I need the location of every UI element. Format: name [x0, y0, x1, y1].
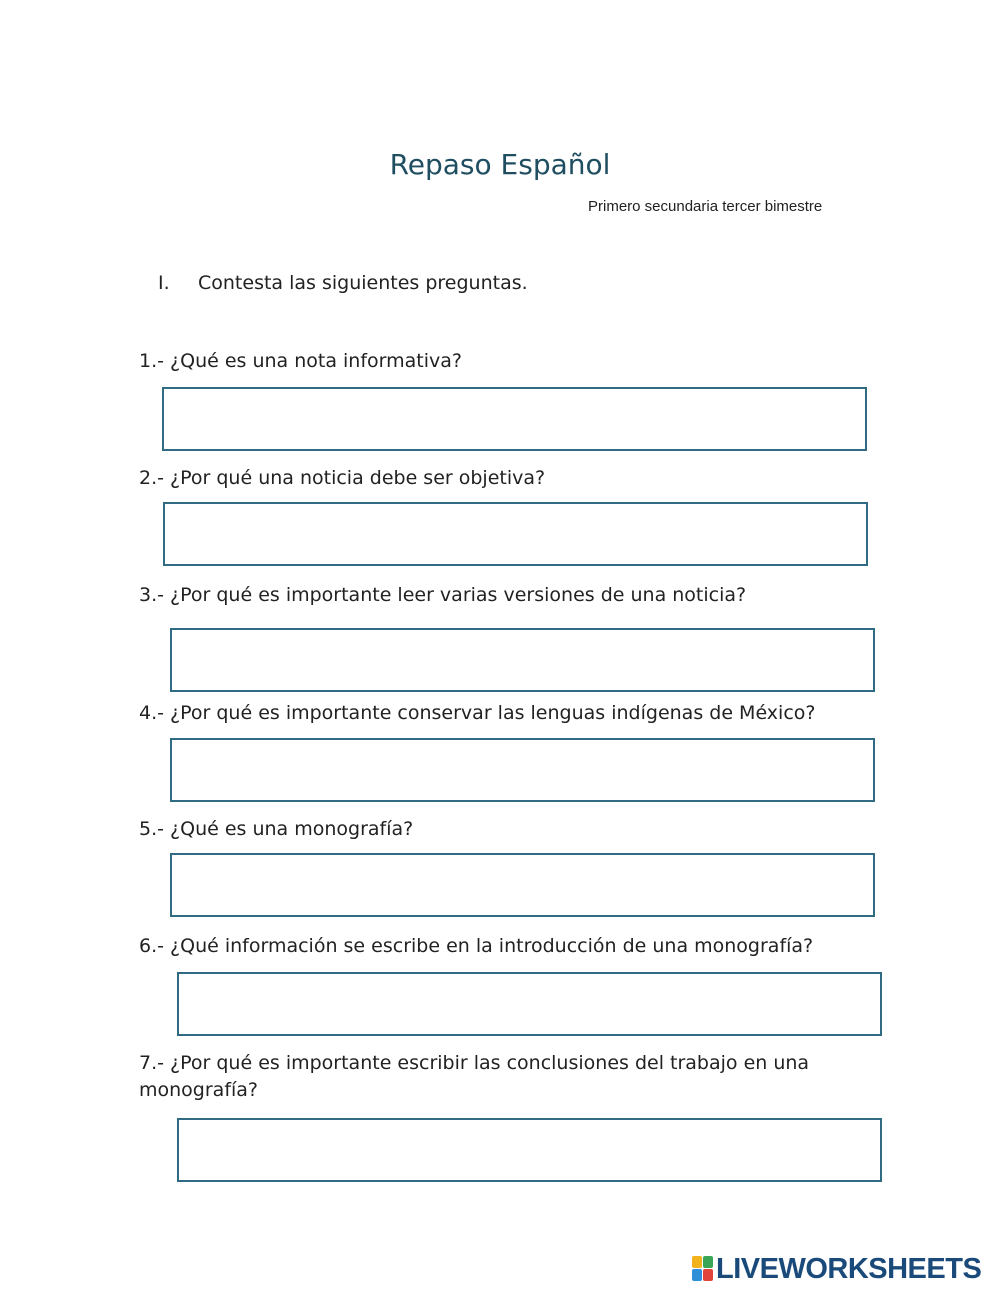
liveworksheets-mark-icon — [692, 1256, 714, 1282]
answer-box-3[interactable] — [170, 628, 875, 692]
question-7: 7.- ¿Por qué es importante escribir las conclusiones del trabajo en una monografía? — [139, 1052, 810, 1101]
section-heading — [158, 272, 528, 294]
liveworksheets-logo[interactable] — [692, 1254, 981, 1284]
logo-square — [703, 1256, 713, 1268]
logo-square — [692, 1256, 702, 1268]
page-title: Repaso Español — [389, 148, 611, 181]
question-3: 3.- ¿Por qué es importante leer varias versiones de una noticia? — [139, 584, 747, 606]
answer-box-7[interactable] — [177, 1118, 882, 1182]
section-numeral: I. — [158, 272, 170, 294]
answer-box-2[interactable] — [163, 502, 868, 566]
question-1: 1.- ¿Qué es una nota informativa? — [139, 350, 462, 372]
logo-square — [692, 1269, 702, 1281]
section-instruction: Contesta las siguientes preguntas. — [198, 272, 528, 294]
question-5: 5.- ¿Qué es una monografía? — [139, 818, 414, 840]
question-4: 4.- ¿Por qué es importante conservar las lenguas indígenas de México? — [139, 702, 816, 724]
answer-box-1[interactable] — [162, 387, 867, 451]
answer-box-4[interactable] — [170, 738, 875, 802]
answer-box-5[interactable] — [170, 853, 875, 917]
logo-square — [703, 1269, 713, 1281]
answer-box-6[interactable] — [177, 972, 882, 1036]
question-2: 2.- ¿Por qué una noticia debe ser objetiva? — [139, 467, 546, 489]
question-6: 6.- ¿Qué información se escribe en la introducción de una monografía? — [139, 935, 814, 957]
page-subtitle: Primero secundaria tercer bimestre — [588, 198, 823, 215]
liveworksheets-logo-text: LIVEWORKSHEETS — [716, 1252, 982, 1285]
